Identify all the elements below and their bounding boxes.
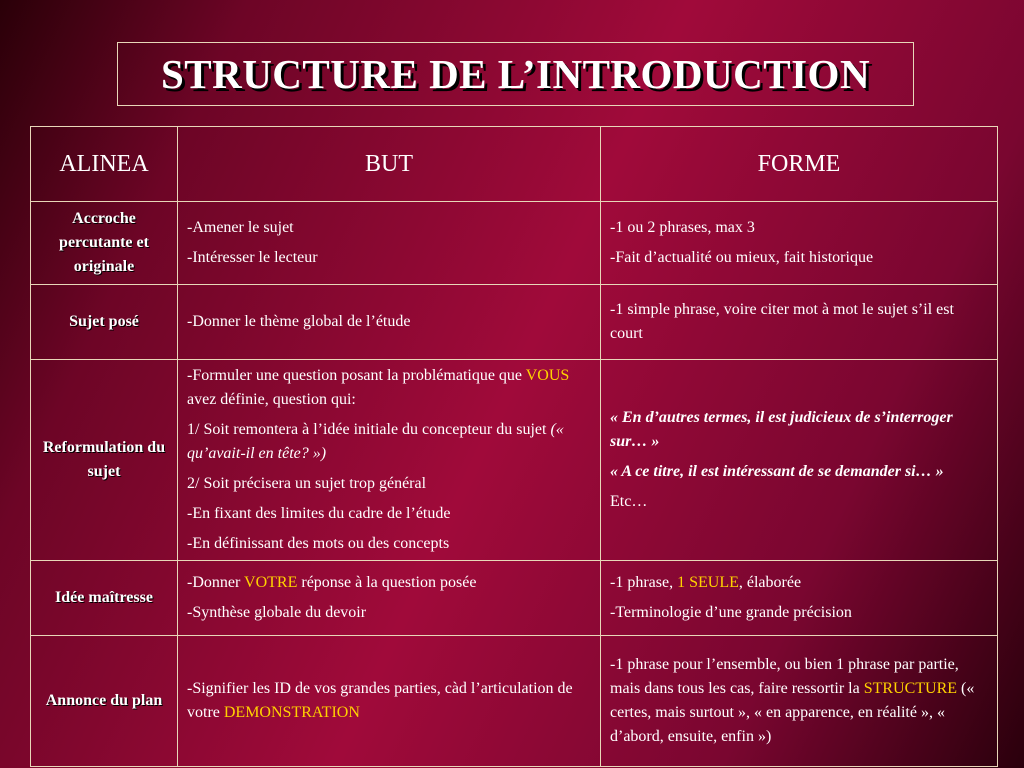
cell-text: -Synthèse globale du devoir bbox=[187, 604, 367, 621]
cell-text: « En d’autres termes, il est judicieux de s’interroger sur… » bbox=[610, 409, 953, 450]
cell-text: -1 ou 2 phrases, max 3 bbox=[610, 219, 755, 236]
cell-line bbox=[187, 216, 591, 240]
alinea-cell: Sujet posé bbox=[31, 285, 178, 360]
cell-text: -Fait d’actualité ou mieux, fait historique bbox=[610, 249, 874, 266]
but-cell bbox=[178, 561, 601, 636]
cell-text: -Intéresser le lecteur bbox=[187, 249, 318, 266]
cell-line bbox=[610, 460, 988, 484]
but-cell bbox=[178, 202, 601, 285]
forme-cell bbox=[601, 636, 998, 767]
cell-text: -Formuler une question posant la problématique que bbox=[187, 367, 526, 384]
cell-line bbox=[610, 246, 988, 270]
table-row bbox=[31, 360, 998, 561]
highlight-text: VOTRE bbox=[244, 574, 298, 591]
highlight-text: DEMONSTRATION bbox=[223, 704, 360, 721]
header-alinea: ALINEA bbox=[31, 127, 178, 202]
cell-line bbox=[187, 364, 591, 412]
forme-cell bbox=[601, 561, 998, 636]
cell-line bbox=[610, 406, 988, 454]
table-row bbox=[31, 202, 998, 285]
cell-line bbox=[610, 571, 988, 595]
cell-text: -Amener le sujet bbox=[187, 219, 294, 236]
cell-text: (« certes, mais surtout », « en apparence, en réalité », « d’abord, ensuite, enfin ») bbox=[610, 680, 975, 745]
alinea-cell: Reformulation du sujet bbox=[31, 360, 178, 561]
table-row bbox=[31, 285, 998, 360]
header-forme: FORME bbox=[601, 127, 998, 202]
cell-line bbox=[187, 310, 591, 334]
highlight-text: STRUCTURE bbox=[863, 680, 958, 697]
alinea-cell: Annonce du plan bbox=[31, 636, 178, 767]
alinea-cell: Idée maîtresse bbox=[31, 561, 178, 636]
highlight-text: VOUS bbox=[525, 367, 570, 384]
highlight-text: 1 SEULE bbox=[677, 574, 739, 591]
cell-line bbox=[187, 472, 591, 496]
cell-text: -Donner le thème global de l’étude bbox=[187, 313, 411, 330]
cell-line bbox=[610, 216, 988, 240]
cell-line bbox=[187, 677, 591, 725]
table-row bbox=[31, 636, 998, 767]
cell-text: -Terminologie d’une grande précision bbox=[610, 604, 852, 621]
cell-text: , élaborée bbox=[738, 574, 802, 591]
cell-text: 2/ Soit précisera un sujet trop général bbox=[187, 475, 427, 492]
forme-cell bbox=[601, 285, 998, 360]
cell-line bbox=[187, 418, 591, 466]
cell-text: 1/ Soit remontera à l’idée initiale du concepteur du sujet bbox=[187, 421, 551, 438]
cell-text: -1 phrase, bbox=[610, 574, 678, 591]
header-but: BUT bbox=[178, 127, 601, 202]
cell-line bbox=[610, 653, 988, 749]
cell-line bbox=[610, 298, 988, 346]
cell-line bbox=[187, 502, 591, 526]
slide-title: STRUCTURE DE L’INTRODUCTION bbox=[160, 51, 871, 97]
cell-text: -1 phrase pour l’ensemble, ou bien 1 phrase par partie, mais dans tous les cas, faire ressortir la bbox=[610, 656, 959, 697]
forme-cell bbox=[601, 360, 998, 561]
cell-text: -Signifier les ID de vos grandes parties, càd l’articulation de votre bbox=[187, 680, 573, 721]
but-cell bbox=[178, 636, 601, 767]
structure-table bbox=[30, 126, 998, 767]
title-box bbox=[117, 42, 914, 106]
cell-text: -En fixant des limites du cadre de l’étude bbox=[187, 505, 451, 522]
cell-line bbox=[610, 490, 988, 514]
header-row bbox=[31, 127, 998, 202]
cell-text: -1 simple phrase, voire citer mot à mot le sujet s’il est court bbox=[610, 301, 954, 342]
cell-line bbox=[187, 532, 591, 556]
cell-text: réponse à la question posée bbox=[297, 574, 477, 591]
cell-text: -En définissant des mots ou des concepts bbox=[187, 535, 450, 552]
cell-text: Etc… bbox=[610, 493, 648, 510]
but-cell bbox=[178, 360, 601, 561]
but-cell bbox=[178, 285, 601, 360]
cell-text: -Donner bbox=[187, 574, 245, 591]
cell-text: « A ce titre, il est intéressant de se demander si… » bbox=[610, 463, 944, 480]
cell-text: avez définie, question qui: bbox=[187, 391, 356, 408]
cell-line bbox=[187, 246, 591, 270]
alinea-cell: Accroche percutante et originale bbox=[31, 202, 178, 285]
forme-cell bbox=[601, 202, 998, 285]
cell-line bbox=[610, 601, 988, 625]
cell-line bbox=[187, 571, 591, 595]
table-row bbox=[31, 561, 998, 636]
cell-text: (« qu’avait-il en tête? ») bbox=[187, 421, 564, 462]
cell-line bbox=[187, 601, 591, 625]
